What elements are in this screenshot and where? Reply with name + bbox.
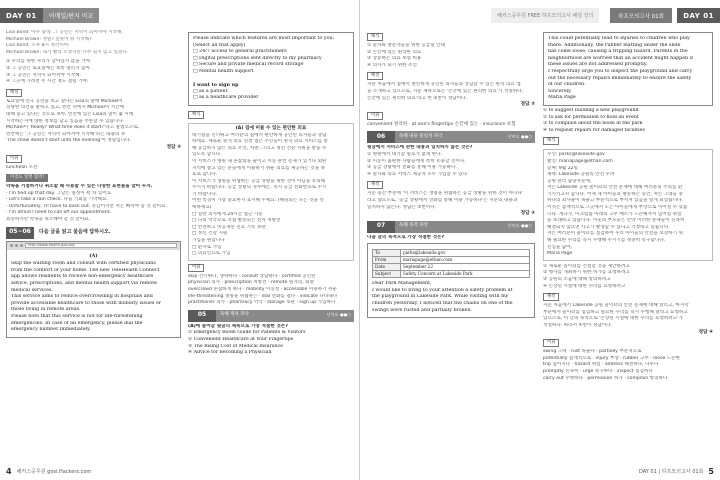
answer-translation-list — [543, 264, 713, 290]
letter-line: children yesterday, I noticed that the chains on one of the — [372, 301, 513, 307]
answer-translation: ③ 공원의 소음에 대해 항의하려고 — [543, 277, 611, 282]
solution-line: 손끝에 있는 편리한 의료'라고 한 ②번이 정답이다. — [367, 95, 467, 101]
passage-line: □ as a patient — [193, 88, 228, 94]
passage-line: advice, prescriptions, and mental health support via remote — [11, 281, 157, 287]
translation-line: 해 필요한 수리를 즉시 수행해 주시기를 정중히 촉구합니다. — [547, 238, 666, 244]
vocab-line: physician 의사 · prescription 처방전 · remote 원격의, 외딴 — [188, 280, 315, 286]
option-list — [543, 108, 713, 134]
site-label: DAY 01 | 하프모의고사 01회 — [638, 469, 704, 475]
question-level: 난이도 ●●○ — [505, 131, 535, 143]
letter-line: Maria Page — [548, 95, 576, 101]
answer-option: ③ The Rising Cost of Medical Insurance — [188, 343, 284, 349]
translation-line: 니다. 게다가, 미끄럼틀 아래의 고무 매트가 느슨해져서 넘어질 위험 — [547, 211, 682, 217]
translation-line: 이 서비스가 병원 내 혼잡함을 줄이고 이동 관련 문제가 있거나 외딴 — [192, 158, 327, 164]
translation-line: □ 정신 건강 지원 — [192, 231, 228, 237]
passage-line: □ as a healthcare provider — [193, 95, 259, 101]
column-1 — [6, 30, 181, 340]
solution-line: 을 소개하고 있으므로, 지문 제목으로는 '손끝에 있는 편리한 의료'가 적절하다. — [367, 88, 524, 94]
answer-translation: ③ 상승하는 의료 보험 비용 — [367, 56, 422, 62]
passage-line — [193, 76, 349, 83]
page-number: 4 — [6, 467, 12, 476]
passage-line: medical services. — [11, 287, 53, 293]
explain-line: 대해 묻고 있다는 것으로 보아, 빈칸에 있는 Lisa의 말이 몇 시에 — [6, 111, 134, 117]
answer-translation: ① 환자와 방문객들을 위한 응급실 안내 — [367, 43, 445, 48]
window-dot-icon — [20, 244, 23, 247]
answer-option: ② to ask for permission to hold an event — [543, 114, 639, 120]
email-field-label: From — [373, 257, 401, 264]
vocab-line: swing 그네 · rust 녹슬다 · partially 부분적으로 — [543, 349, 642, 355]
email-passage — [367, 243, 535, 318]
translation-line: 을 초래하고 있습니다. 이웃의 부모들은 만약 이러한 문제들이 신속히 — [547, 218, 685, 224]
answer-option: ③ 응급 상황에서 전화를 통해 이용 가능하다. — [367, 165, 457, 171]
email-form — [372, 249, 530, 278]
answer-translation: ② 행사를 개최하기 위한 허가를 요청하려고 — [543, 270, 630, 276]
question-type: 독해 내용 불일치 파악 — [395, 131, 505, 143]
translation-line: 발신: mariapage@ethan.com — [547, 158, 613, 164]
letter-line: these issues are not addressed promptly. — [548, 62, 648, 68]
passage-line: provide accessible healthcare to those with mobility issues or — [11, 300, 162, 306]
passage-line: This service aims to reduce overcrowding in hospitals and — [11, 294, 153, 300]
vocab-tag: 어휘 — [188, 264, 204, 272]
solution-line: 지문 처음에서 집에서 편안하게 공인된 의사들과 상담할 수 있는 원격 의료 앱 — [367, 82, 521, 88]
email-field-value: September 22 — [401, 264, 530, 271]
letter-line: has come loose, causing a tripping hazard. Parents in the — [548, 49, 688, 55]
question-text: 윗글에서 서비스에 관한 내용과 일치하지 않는 것은? — [367, 145, 473, 151]
solution-line: 적절하다. 따라서 ④번이 정답이다. — [543, 322, 613, 328]
vocab-list — [543, 349, 713, 382]
translation-line: □ 환자로 가입 — [192, 244, 222, 250]
translation-line: 하나의 쇠사슬이 녹슬고 부분적으로 부서져 있음을 알게 되었습니다. — [547, 198, 683, 204]
passage-line: those living in remote areas. — [11, 307, 81, 313]
letter-line: Sincerely, — [548, 88, 572, 94]
vocab-line: luncheon 오찬 — [6, 164, 38, 170]
letter-line: out the necessary repairs immediately to ensure the safety — [548, 75, 692, 81]
email-form-row — [373, 264, 530, 271]
column-2 — [188, 30, 354, 357]
question-number: 07 — [367, 221, 395, 233]
explain-line: 상당한 의견을 말하고 있고, 빈칸 뒤에서 Michael이 시간에 — [6, 105, 125, 111]
translation-line: 택하세요) — [192, 205, 212, 211]
answer-option: ① 병원에서 대기할 필요가 없게 한다. — [367, 151, 443, 157]
right-page — [361, 0, 720, 480]
window-dot-icon — [15, 244, 18, 247]
translation-line: 날짜: 9월 22일 — [547, 165, 578, 171]
vocab-tag: 어휘 — [367, 112, 383, 120]
solution-line: 있으므로, 이 글의 목적으로 '손상된 시설에 대한 수리를 요청하려고'가 — [543, 316, 683, 322]
solution-line: 부분에서 놀이터를 점검하고 필요한 수리를 즉시 수행해 달라고 요청하고 — [543, 309, 688, 315]
translation-box — [543, 149, 713, 261]
answer-translation: ④ 손상된 시설에 대한 수리를 요청하려고 — [543, 283, 626, 289]
question-level: 난이도 ●●○ — [324, 310, 354, 322]
email-field-label: Date — [373, 264, 401, 271]
tip-item: · I'm tied up that day. 그날은 일정이 꽉 차 있어요. — [6, 190, 113, 196]
answer-option: ④ Advice for Becoming a Physician — [188, 350, 272, 356]
answer-option: ③ to complain about the noise in the park — [543, 121, 643, 127]
dialog-line: Lisa Bond: 오후 8시 정각이야. — [6, 43, 70, 49]
email-field-label: To — [373, 250, 401, 257]
explain-line: 빈칸에는 '그 공연은 저녁이 되어서야 시작해'라는 내용의 ③ — [6, 131, 125, 137]
vocab-line: life-threatening 생명을 위협하는 · dial 전화를 걸다 · indicate 나타내다 — [188, 293, 338, 299]
email-field-value: parks@lakeside.gov — [401, 250, 530, 257]
explain-line: 토요일에 연극 공연을 보고 싶다는 Lisa의 말에 Michael이 — [6, 98, 123, 104]
answer: 정답 ③ — [166, 144, 181, 150]
vocab-line: potentially 잠재적으로 · injury 부상 · rubber 고무 · loose 느슨한 — [543, 355, 681, 361]
translation-line: □ 안전하고 비공개된 진료 기록 보관 — [192, 224, 266, 230]
translation-line: 진심을 담아, — [547, 244, 573, 250]
browser-bar — [7, 242, 180, 250]
left-header — [0, 8, 359, 23]
browser-url: http://www.health.gov.org — [25, 243, 177, 248]
translation-line: 해결되지 않으면 사고가 발생할 수 있다고 걱정하고 있습니다. — [547, 224, 670, 230]
translation-line: 기시키고자 합니다. 어제 제 아이들과 방문하는 동안, 저는 그네들 중 — [547, 191, 683, 197]
translation-line: 대기실을 건너뛰고 여러분의 집에서 편안하게 공인된 의사들과 상담 — [192, 132, 327, 138]
solution-tag: 해설 — [367, 72, 383, 80]
letter-line: This could potentially lead to injuries to children who play — [548, 36, 690, 41]
passage-line: Please indicate which features are most important to you: — [193, 36, 335, 41]
passage-line: emergency number immediately. — [11, 327, 91, 333]
answer-option: ① to suggest building a new playground — [543, 107, 639, 113]
tip-intro: 약속을 거절하거나 취소할 때 사용할 수 있는 다양한 표현들을 알아 두자. — [6, 184, 153, 190]
letter-line: neighborhood are worried that an accident might happen if — [548, 55, 693, 61]
solution-text — [367, 82, 535, 102]
email-form-row — [373, 257, 530, 264]
passage-continued — [188, 32, 354, 106]
choice-list — [6, 59, 181, 85]
translation-line: 가입을 원합니다 — [192, 238, 225, 244]
translation-line: □ 의료인으로 가입 — [192, 251, 231, 257]
vocab-line: skip 건너뛰다, 생략하다 · consult 상담하다 · certified 공인된 — [188, 273, 316, 279]
left-footer — [6, 467, 91, 476]
solution-line: 라고 했으므로, '응급 상황에서 전화를 통해 이용 가능하다'는 지문의 내용과 — [367, 197, 518, 203]
translation-line: 있도록 합니다. — [192, 152, 222, 158]
solution-line: 지문 중간 부분에 '이 서비스는 생명을 위협하는 응급 상황을 위한 것이 아니다' — [367, 191, 524, 197]
translation-line: Maria Page — [547, 251, 573, 257]
translation-line: □ 나의 약국으로 직접 발송되는 전자 처방전 — [192, 218, 281, 224]
answer-translation: ④ 의사가 되기 위한 조언 — [367, 62, 417, 68]
tip-item: · I'm afraid I need to call off our appointment. — [6, 210, 111, 216]
section-tab: 이메일/편지 비교 — [43, 8, 100, 23]
dialog-line: Michael Brown: 정말? 잘못이 뭐 시작해? — [6, 36, 92, 42]
column-3 — [367, 30, 535, 320]
choice-item: ③ 그 공연은 저녁이 되어서야 시작해. — [6, 72, 82, 78]
answer-translation-list — [367, 43, 535, 69]
vocab-tag: 어휘 — [6, 155, 22, 163]
window-dot-icon — [10, 244, 13, 247]
solution-text — [543, 303, 713, 329]
letter-line: of our children. — [548, 82, 586, 88]
tip-item: · Unfortunately, I'll have to back out. 유감이지만 저는 빠져야 할 것 같아요. — [6, 203, 168, 209]
letter-line: the playground in Lakeside Park. While visiting with my — [372, 294, 509, 300]
option-list — [367, 152, 535, 178]
explain-line: 시작하는지에 대한 정보를 담고 있음을 추론할 수 있습니다. — [6, 118, 125, 124]
vocab-line: practitioner 의사 · pharmacy 약국 · storage 보관 · sign up 가입하다 — [188, 300, 336, 306]
passage-body — [11, 261, 176, 334]
solution-tag: 해설 — [543, 293, 559, 301]
email-form-row — [373, 271, 530, 278]
translation-line: 저는 여러분이 놀이터를 점검하여 우리 아이들의 안전을 보장하기 위 — [547, 231, 683, 237]
vocab-line: overcrowd 혼잡하게 하다 · mobility 이동성 · accessible 이용하기 쉬운 — [188, 287, 337, 292]
translation-line: 표로 합니다. — [192, 172, 218, 178]
letter-line: I respectfully urge you to inspect the playground and carry — [548, 68, 693, 74]
translation-line: 지역에 살고 있는 분들에게 이용하기 쉬운 의료를 제공하는 것을 목 — [192, 165, 325, 171]
translation-line: 제목: Lakeside 공원의 안전 우려 — [547, 172, 615, 178]
translation-line: 이 서비스가 생명을 위협하는 응급 상황을 위한 것이 아님을 유의해 — [192, 178, 325, 184]
answer-option: ② Convenient Healthcare at Your Fingertips — [188, 336, 294, 342]
translation-box — [188, 123, 354, 261]
passage-a — [7, 250, 180, 337]
question-header — [188, 310, 354, 322]
translation-line: 기 바랍니다. — [192, 191, 218, 197]
explain-tag: 해석 — [543, 137, 559, 145]
answer-translation: ① 새로운 놀이터를 건설할 것을 제안하려고 — [543, 263, 630, 269]
passage-label: (A) — [89, 252, 98, 259]
solution-tag: 해설 — [367, 181, 383, 189]
tip-tag: 이것도 알면 합격! — [6, 174, 48, 182]
passage-line: □ Mental health support — [193, 68, 254, 74]
tip-list — [6, 191, 181, 224]
question-type: 독해 제목 파악 — [216, 310, 324, 322]
column-4 — [543, 30, 713, 382]
answer-option: ④ to request repairs for damaged facilities — [543, 127, 645, 133]
passage-line: □ Secure and private medical record storage — [193, 62, 304, 68]
solution-line: 지문 처음에서 Lakeside 공원 놀이터의 안전 문제에 대해 알리고, 마지막 — [543, 303, 689, 309]
dialog-line: Michael Brown: 내가 빨리 오겠지만 너무 길지 않고 있겠다. — [6, 49, 129, 55]
letter-line: swings were rusted and partially broken. — [372, 307, 473, 313]
answer: 정답 ② — [520, 102, 535, 108]
email-field-value: mariapage@ethan.com — [401, 257, 530, 264]
vocab-tag: 어휘 — [543, 339, 559, 347]
letter-line: there. Additionally, the rubber matting under the slide — [548, 42, 681, 48]
translation-body — [192, 133, 350, 258]
passage-line: emergencies. In case of an emergency, please dial the — [11, 320, 143, 326]
question-text: 다음 글의 목적으로 가장 적절한 것은? — [367, 234, 445, 240]
passage-line: Please note that this service is not for life-threatening — [11, 314, 143, 319]
question-header — [367, 131, 535, 143]
header-hint: 해커스공무원 FREE 하프모의고사 해설 강의 — [491, 8, 599, 23]
vocab-list — [188, 274, 354, 307]
email-field-value: Safety Concern at Lakeside Park — [401, 271, 530, 278]
answer-option: ① Emergency Room Guide for Patients & Visitors — [188, 330, 306, 336]
question-number: 06 — [367, 131, 395, 143]
letter-line: Dear Park Management, — [372, 281, 432, 287]
passage-line: app allows residents to receive non-emergency healthcare — [11, 274, 154, 280]
site-label: 해커스공무원 gosi.Hackers.com — [16, 469, 92, 475]
translation-line: 하세요. 새로운 원격 의료 연결 앱은 주민들이 원격 의료 서비스를 통 — [192, 139, 328, 145]
translation-title: (A) 집에 머물 수 있는 편안한 의료 — [235, 125, 307, 131]
letter-line: I would like to bring to your attention a safety problem at — [372, 287, 513, 293]
tip-item: · Let's take a rain check. 다음 기회를 기약해요. — [6, 197, 108, 203]
vocab-line: carry out 수행하다 · permission 허가 · complain 항의하다 — [543, 375, 668, 381]
explain-tag: 해석 — [367, 33, 383, 41]
answer: 정답 ④ — [698, 329, 713, 335]
letter-body — [372, 281, 530, 314]
choice-item: ② 그 공연은 토요일에는 보통 열리지 않아. — [6, 65, 92, 71]
answer-option: ② 이동이 불편한 사람들에게 특히 유용할 것이다. — [367, 158, 466, 164]
choice-item: ④ 그곳에 가려면 두 시간 정도 걸릴 거야. — [6, 79, 89, 85]
browser-frame — [6, 241, 181, 338]
answer: 정답 ③ — [520, 211, 535, 217]
question-level: 난이도 ●●○ — [505, 221, 535, 233]
day-tab: DAY 01 — [677, 8, 720, 23]
translation-line: 어떤 특징이 가장 중요한지 표시해 주세요: (해당되는 모든 것을 선 — [192, 198, 324, 204]
translation-line: 수신: parks@lakeside.gov — [547, 152, 605, 158]
option-list — [188, 330, 354, 356]
page-number: 5 — [708, 467, 714, 476]
tip-item: 죄송하지만 약속을 취소해야 할 것 같아요. — [6, 217, 91, 223]
explain-line: Michael이 'Really? What time does it start?'라고 말했으므로, — [6, 125, 140, 131]
right-header — [361, 8, 720, 23]
passage-line: Skip the waiting room and consult with certified physicians — [11, 261, 156, 267]
answer-translation: ② 손끝에 있는 편리한 의료 — [367, 49, 422, 55]
passage-line: from the comfort of your home. The new TeleHealth Connect — [11, 267, 160, 273]
passage-line: □ 24/7 access to general practitioners — [193, 49, 287, 55]
answer-option: ④ 환자와 의료 서비스 제공자 모두 가입할 수 있다. — [367, 171, 469, 177]
explain-tag: 해설 — [6, 89, 22, 97]
passage-line: (Select all that apply) — [193, 42, 246, 48]
explanation — [6, 99, 181, 145]
choice-item: ① 우리를 위한 자리가 남아있지 않을 거야. — [6, 59, 92, 65]
day-tab: DAY 01 — [0, 8, 43, 23]
question-header — [367, 221, 535, 233]
translation-line: 이것은 잠재적으로 그곳에서 노는 아이들에게 부상으로 이어질 수 있습 — [547, 205, 688, 211]
vocab-line: trip 넘어지다 · hazard 위험 · address 해결하다, 다루다 — [543, 362, 659, 368]
translation-line: □ 일반 의사에게 24시간 접근 가능 — [192, 211, 263, 217]
translation-line: 저는 Lakeside 공원 놀이터의 안전 문제에 대해 여러분의 주의를 환 — [547, 185, 683, 191]
question-type: 독해 목적 파악 — [395, 221, 505, 233]
passage-line: I want to sign up — [193, 82, 239, 89]
right-footer — [639, 467, 714, 476]
question-number: 05 — [188, 310, 216, 322]
header-title: 하프모의고사 01회 — [610, 8, 672, 23]
translation-line: 주시기 바랍니다. 응급 상황의 경우에는, 즉시 응급 전화번호로 주시 — [192, 185, 327, 191]
vocab-line: promptly 신속히 · urge 촉구하다 · inspect 점검하다 — [543, 368, 653, 374]
solution-text — [367, 191, 535, 211]
translation-line: 해 응급하지 않은 의료 조언, 처방, 그리고 정신 건강 지원을 받을 수 — [192, 145, 327, 151]
letter-continued — [543, 32, 713, 106]
passage-line: □ Digital prescriptions sent directly to my pharmacy — [193, 55, 322, 61]
email-form-row — [373, 250, 530, 257]
dialog-line: Lisa Bond: 아주 좋네. 그 공연은 저녁이 되어서야 시작해. — [6, 30, 123, 35]
question-header — [6, 227, 181, 239]
vocab-line: convenient 편리한 · at one's fingertips 손끝에 있는 · insurance 보험 — [367, 121, 516, 127]
question-text: 다음 글을 읽고 물음에 답하시오. — [39, 229, 111, 236]
question-text: (A)에 들어갈 윗글의 제목으로 가장 적절한 것은? — [188, 323, 288, 329]
dialog-lines — [6, 30, 181, 56]
explain-line: 'The show doesn't start until the evening'이 정답입니다. — [6, 138, 131, 144]
solution-line: 일치하지 않는다. 정답은 ③번이다. — [367, 204, 437, 210]
email-field-label: Subject — [373, 271, 401, 278]
translation-line: 공원 관리 담당자분께, — [547, 178, 592, 184]
explain-tag: 해석 — [188, 111, 204, 119]
question-number: 05~06 — [6, 227, 34, 239]
